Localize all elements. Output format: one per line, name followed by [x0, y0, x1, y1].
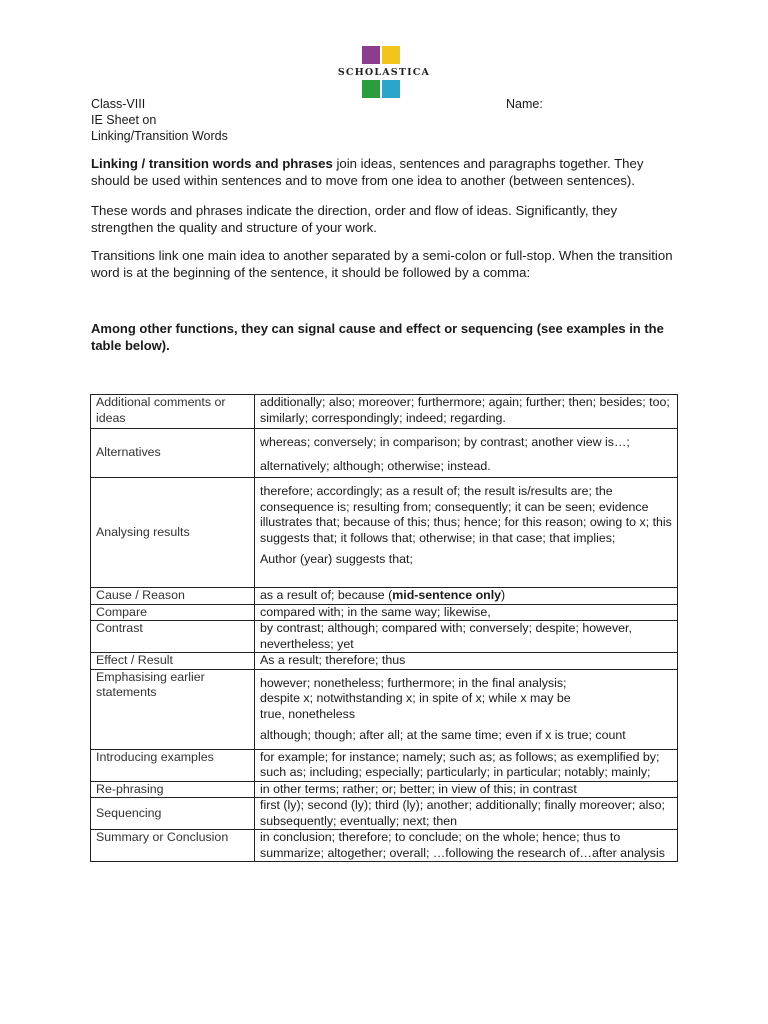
- category-cell: Cause / Reason: [91, 588, 255, 605]
- intro-paragraph-1-text: join ideas, sentences and paragraphs together. They should be used within sentences and to move from one idea to another (between sentences).: [91, 156, 644, 188]
- words-text: ): [501, 588, 506, 602]
- words-cell: first (ly); second (ly); third (ly); another; additionally; finally moreover; also; subsequently; eventually; next; then: [255, 798, 678, 830]
- words-text: as a result of; because (: [260, 588, 393, 602]
- functions-heading: Among other functions, they can signal cause and effect or sequencing (see examples in the table below).: [91, 321, 664, 353]
- words-line: alternatively; although; otherwise; instead.: [260, 458, 491, 473]
- words-cell: for example; for instance; namely; such as; as follows; as exemplified by; such as; including; especially; particularly; in particular; notably; mainly;: [255, 749, 678, 781]
- words-line: therefore; accordingly; as a result of; the result is/results are; the consequence is; resulting from; consequently; it can be seen; evidence illustrates that; because of this; thus; hence; for this reason; owing to x; this suggests that; it follows that; otherwise; in that case; that implies;: [260, 484, 672, 545]
- table-row: [91, 669, 678, 749]
- words-cell: by contrast; although; compared with; conversely; despite; however, nevertheless; yet: [255, 621, 678, 653]
- words-line: although; though; after all; at the same time; even if x is true; count: [260, 728, 626, 742]
- category-cell: Effect / Result: [91, 653, 255, 670]
- table-row: [91, 588, 678, 605]
- logo-square-yellow: [382, 46, 400, 64]
- table-row: [91, 781, 678, 798]
- topic-label: Linking/Transition Words: [91, 129, 228, 143]
- table-row: [91, 395, 678, 429]
- words-cell: in conclusion; therefore; to conclude; on the whole; hence; thus to summarize; altogether; overall; …following the research of…after analysis: [255, 830, 678, 862]
- intro-paragraph-3: Transitions link one main idea to another separated by a semi-colon or full-stop. When the transition word is at the beginning of the sentence, it should be followed by a comma:: [91, 248, 673, 280]
- logo-square-green: [362, 80, 380, 98]
- words-cell: As a result; therefore; thus: [255, 653, 678, 670]
- words-line: Author (year) suggests that;: [260, 552, 413, 566]
- words-cell: [255, 588, 678, 605]
- table-row: [91, 604, 678, 621]
- cell-spacer: [260, 451, 672, 459]
- category-cell: Introducing examples: [91, 749, 255, 781]
- table-row: [91, 478, 678, 588]
- table-row: [91, 830, 678, 862]
- category-cell: Alternatives: [91, 429, 255, 478]
- words-line: whereas; conversely; in comparison; by contrast; another view is…;: [260, 435, 630, 449]
- words-cell: in other terms; rather; or; better; in view of this; in contrast: [255, 781, 678, 798]
- words-cell: compared with; in the same way; likewise,: [255, 604, 678, 621]
- words-line: true, nonetheless: [260, 706, 356, 721]
- category-cell: Analysing results: [91, 478, 255, 588]
- category-cell: Summary or Conclusion: [91, 830, 255, 862]
- sheet-meta: [91, 96, 228, 144]
- category-cell: Re-phrasing: [91, 781, 255, 798]
- words-cell: [255, 429, 678, 478]
- logo-square-blue: [382, 80, 400, 98]
- table-row: [91, 798, 678, 830]
- words-cell: [255, 669, 678, 749]
- intro-paragraph-2: These words and phrases indicate the direction, order and flow of ideas. Significantly, they strengthen the quality and structure of your work.: [91, 203, 618, 235]
- intro-paragraph-1: [91, 155, 681, 189]
- table-row: [91, 429, 678, 478]
- logo-square-purple: [362, 46, 380, 64]
- table-row: [91, 653, 678, 670]
- class-label: Class-VIII: [91, 97, 146, 111]
- transition-words-table: [90, 394, 678, 862]
- words-cell: additionally; also; moreover; furthermore; again; further; then; besides; too; similarly; correspondingly; indeed; regarding.: [255, 395, 678, 429]
- scholastica-logo: [328, 44, 440, 100]
- intro-bold-term: Linking / transition words and phrases: [91, 156, 333, 171]
- category-cell: Additional comments or ideas: [91, 395, 255, 429]
- name-label: Name:: [506, 97, 543, 111]
- table-row: [91, 749, 678, 781]
- sheet-label: IE Sheet on: [91, 113, 157, 127]
- words-line: despite x; notwithstanding x; in spite of x; while x may be: [260, 691, 571, 705]
- category-cell: Emphasising earlier statements: [91, 669, 255, 749]
- words-emphasis: mid-sentence only: [392, 588, 502, 602]
- category-cell: Contrast: [91, 621, 255, 653]
- table-row: [91, 621, 678, 653]
- category-cell: Sequencing: [91, 798, 255, 830]
- category-cell: Compare: [91, 604, 255, 621]
- logo-text: SCHOLASTICA: [337, 67, 431, 78]
- words-line: however; nonetheless; furthermore; in the final analysis;: [260, 675, 567, 690]
- words-cell: [255, 478, 678, 588]
